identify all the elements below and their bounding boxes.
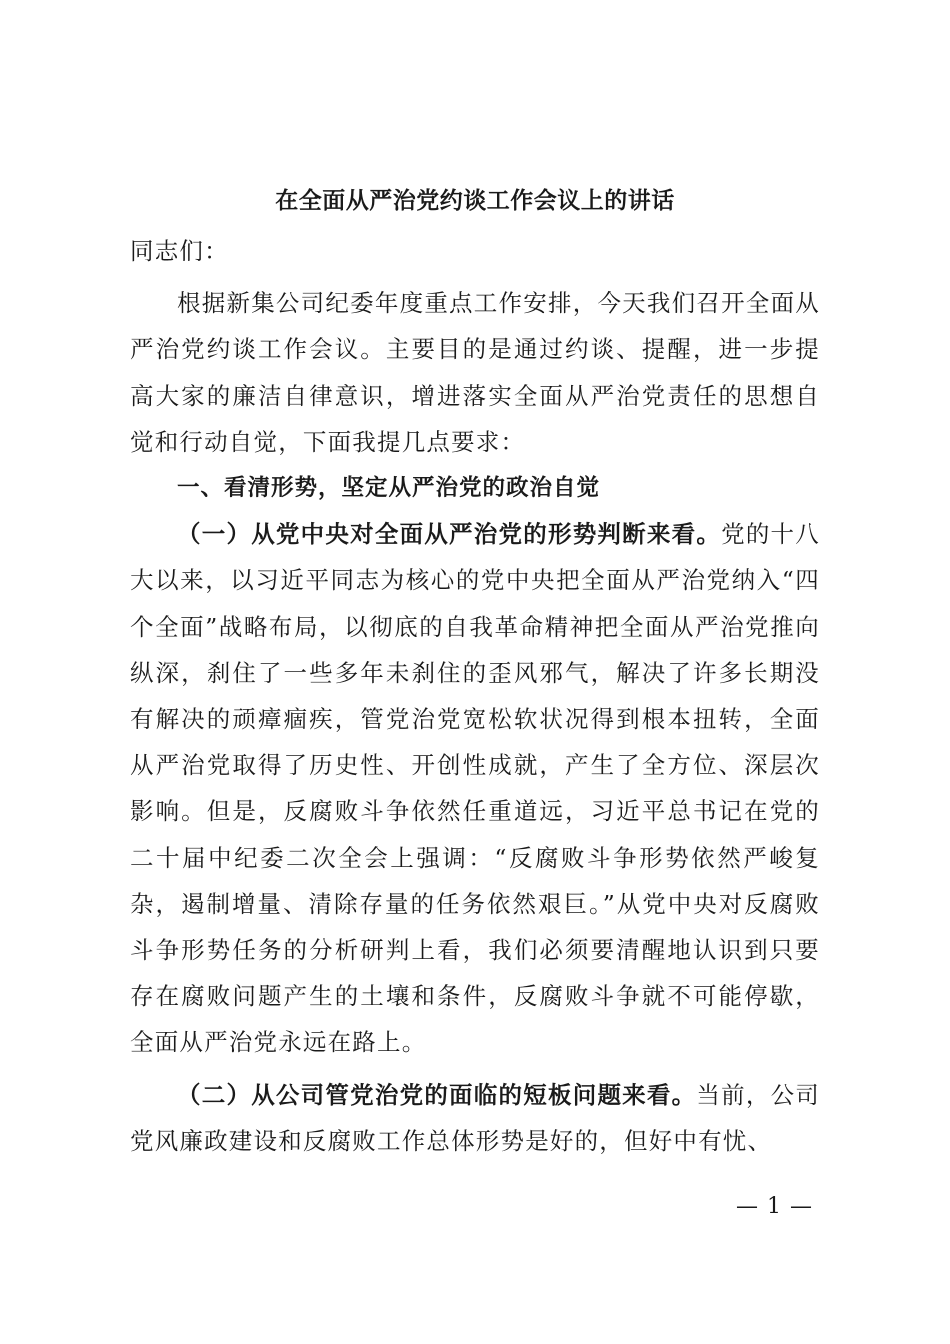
section-heading-1: 一、看清形势，坚定从严治党的政治自觉 (177, 475, 601, 502)
paragraph-1-lead: （一）从党中央对全面从严治党的形势判断来看。 (177, 520, 722, 549)
paragraph-1 (130, 511, 820, 1065)
paragraph-2-body: 当前，公司党风廉政建设和反腐败工作总体形势是好的，但好中有忧、 (130, 1080, 821, 1155)
salutation: 同志们： (130, 237, 229, 265)
paragraph-1-body: 党的十八大以来，以习近平同志为核心的党中央把全面从严治党纳入“四个全面”战略布局，以彻底的自我革命精神把全面从严治党推向纵深，刹住了一些多年未刹住的歪风邪气，解决了许多长期没有解决的顽瘴痼疾，管党治党宽松软状况得到根本扭转，全面从严治党取得了历史性、开创性成就，产生了全方位、深层次影响。但是，反腐败斗争依然任重道远，习近平总书记在党的二十届中纪委二次全会上强调：“反腐败斗争形势依然严峻复杂，遏制增量、清除存量的任务依然艰巨。”从党中央对反腐败斗争形势任务的分析研判上看，我们必须要清醒地认识到只要存在腐败问题产生的土壤和条件，反腐败斗争就不可能停歇，全面从严治党永远在路上。 (130, 520, 820, 1057)
page-number: — 1 — (736, 1194, 813, 1219)
document-body (130, 228, 820, 1164)
intro-paragraph: 根据新集公司纪委年度重点工作安排，今天我们召开全面从严治党约谈工作会议。主要目的是通过约谈、提醒，进一步提高大家的廉洁自律意识，增进落实全面从严治党责任的思想自觉和行动自觉，下面我提几点要求： (130, 289, 820, 456)
document-title: 在全面从严治党约谈工作会议上的讲话 (275, 187, 675, 214)
paragraph-2-lead: （二）从公司管党治党的面临的短板问题来看。 (177, 1080, 697, 1109)
paragraph-2 (130, 1072, 820, 1164)
